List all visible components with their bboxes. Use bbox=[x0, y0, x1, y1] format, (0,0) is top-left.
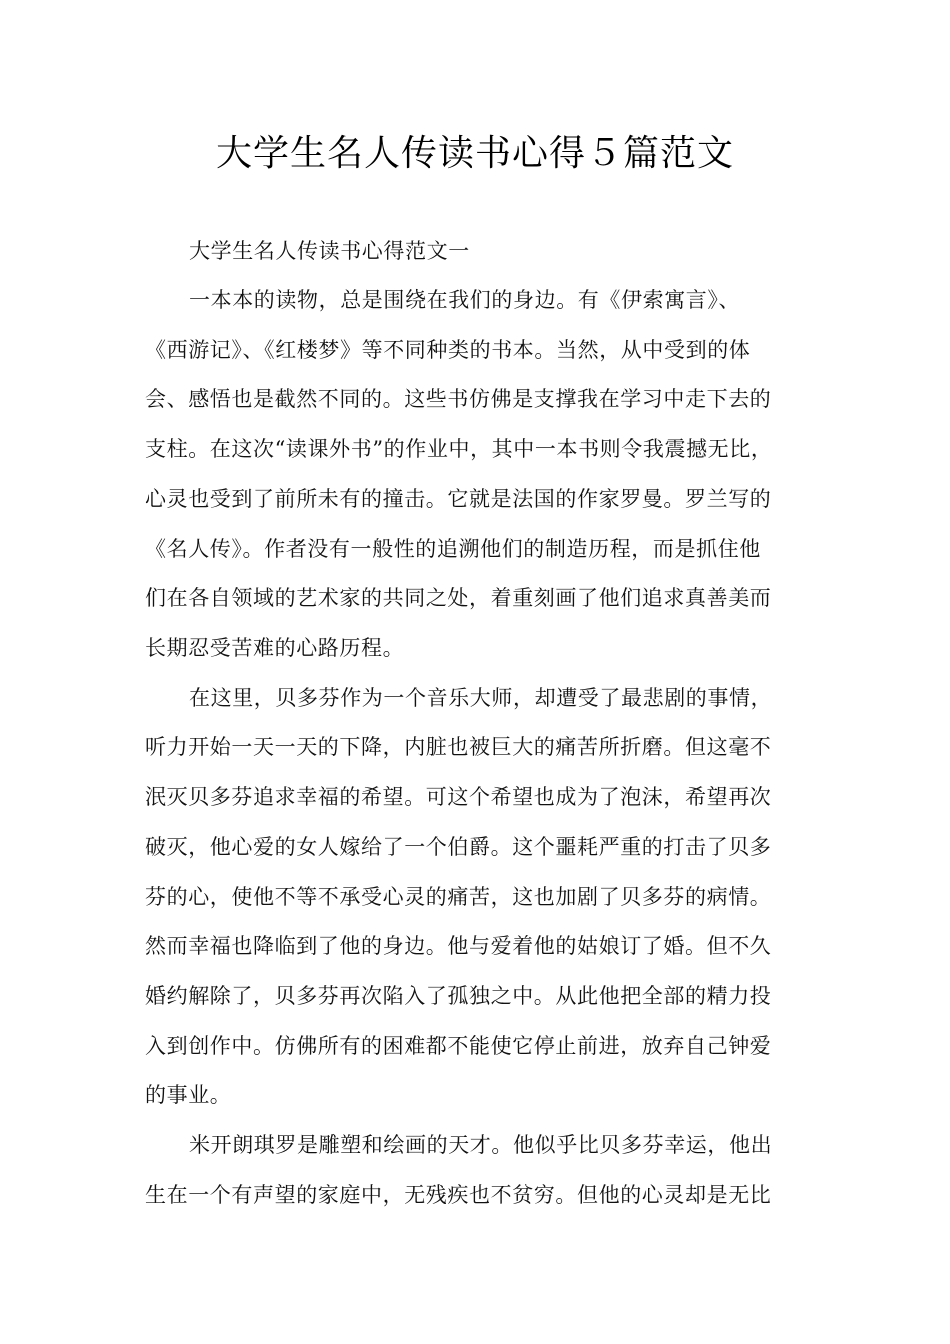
paragraph-line: 支柱。在这次“读课外书”的作业中，其中一本书则令我震撼无比， bbox=[145, 437, 773, 461]
document-title: 大学生名人传读书心得５篇范文 bbox=[215, 133, 734, 174]
paragraph-line: 芬的心，使他不等不承受心灵的痛苦，这也加剧了贝多芬的病情。 bbox=[145, 885, 772, 909]
paragraph-line: 心灵也受到了前所未有的撞击。它就是法国的作家罗曼。罗兰写的 bbox=[145, 487, 772, 511]
paragraph-line: 的事业。 bbox=[145, 1083, 232, 1107]
paragraph-line: 听力开始一天一天的下降，内脏也被巨大的痛苦所折磨。但这毫不 bbox=[145, 735, 772, 759]
paragraph-line: 一本本的读物，总是围绕在我们的身边。有《伊索寓言》、 bbox=[189, 288, 741, 312]
paragraph-line: 《西游记》、《红楼梦》等不同种类的书本。当然，从中受到的体 bbox=[145, 338, 751, 362]
paragraph-line: 泯灭贝多芬追求幸福的希望。可这个希望也成为了泡沫，希望再次 bbox=[145, 785, 772, 809]
paragraph-line: 婚约解除了，贝多芬再次陷入了孤独之中。从此他把全部的精力投 bbox=[145, 984, 772, 1008]
paragraph-line: 入到创作中。仿佛所有的困难都不能使它停止前进，放弃自己钟爱 bbox=[145, 1034, 772, 1058]
paragraph-line: 米开朗琪罗是雕塑和绘画的天才。他似乎比贝多芬幸运，他出 bbox=[189, 1133, 773, 1157]
paragraph-line: 长期忍受苦难的心路历程。 bbox=[145, 636, 405, 660]
paragraph-line: 然而幸福也降临到了他的身边。他与爱着他的姑娘订了婚。但不久 bbox=[145, 934, 772, 958]
paragraph-line: 在这里，贝多芬作为一个音乐大师，却遭受了最悲剧的事情， bbox=[189, 686, 773, 710]
paragraph-line: 们在各自领域的艺术家的共同之处，着重刻画了他们追求真善美而 bbox=[145, 586, 772, 610]
section-heading: 大学生名人传读书心得范文一 bbox=[189, 239, 470, 263]
paragraph-line: 破灭，他心爱的女人嫁给了一个伯爵。这个噩耗严重的打击了贝多 bbox=[145, 835, 772, 859]
paragraph-line: 会、感悟也是截然不同的。这些书仿佛是支撑我在学习中走下去的 bbox=[145, 387, 772, 411]
paragraph-line: 《名人传》。作者没有一般性的追溯他们的制造历程，而是抓住他 bbox=[145, 537, 761, 561]
paragraph-line: 生在一个有声望的家庭中，无残疾也不贫穷。但他的心灵却是无比 bbox=[145, 1183, 772, 1207]
